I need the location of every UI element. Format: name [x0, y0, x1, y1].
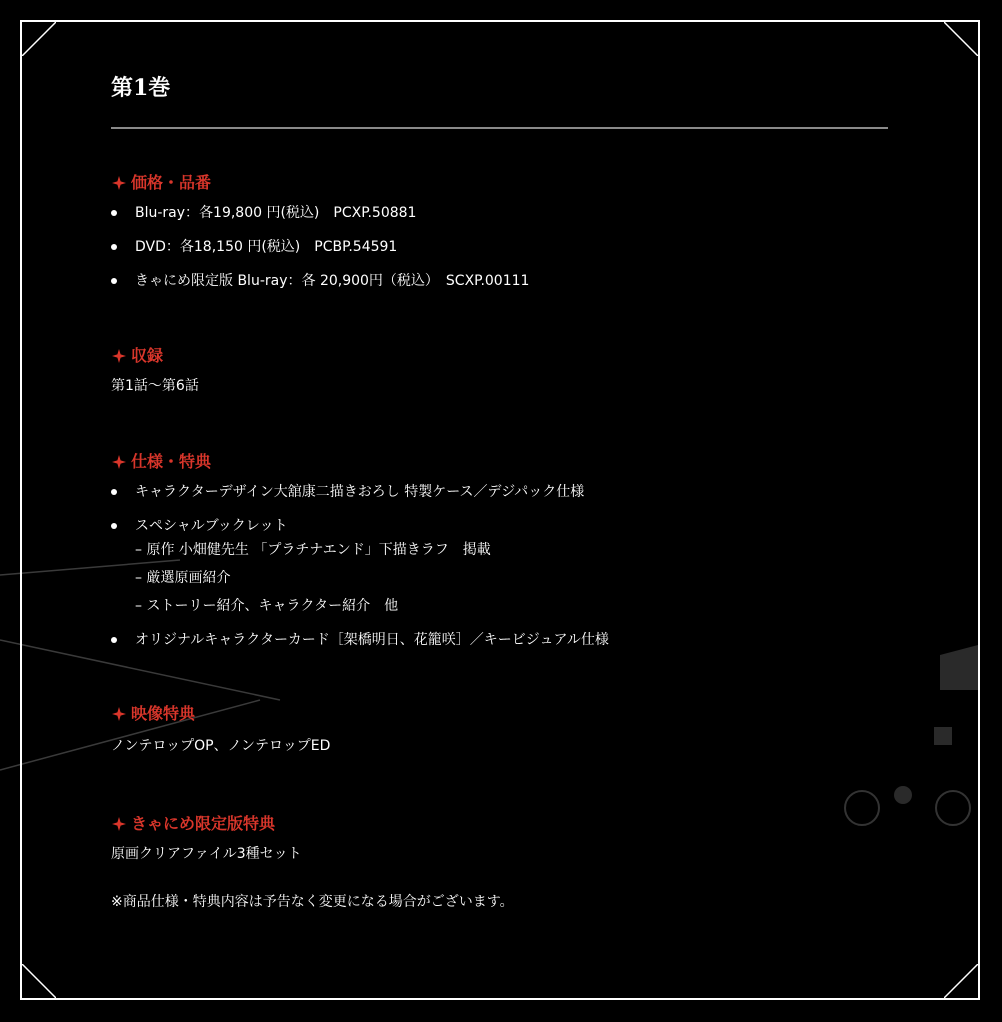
video-bonus-text: ノンテロップOP、ノンテロップED	[111, 738, 331, 754]
section-heading-label: 収録	[131, 346, 164, 365]
bullet-dot-icon	[111, 637, 117, 643]
booklet-subitem: – 原作 小畑健先生 「プラチナエンド」下描きラフ 掲載	[135, 542, 491, 558]
volume-title: 第1巻	[111, 75, 171, 101]
price-item-text: きゃにめ限定版 Blu-ray：各 20,900円（税込） SCXP.00111	[135, 273, 530, 289]
section-heading-video-bonus	[111, 702, 888, 726]
list-item	[111, 630, 888, 650]
contents-text: 第1話〜第6話	[111, 378, 199, 394]
booklet-subitem: – 厳選原画紹介	[135, 570, 231, 586]
four-point-star-icon	[111, 706, 127, 722]
list-item	[111, 482, 888, 502]
section-heading-price	[111, 171, 888, 195]
list-item	[111, 237, 888, 257]
product-details	[111, 70, 888, 912]
bullet-dot-icon	[111, 278, 117, 284]
bullet-dot-icon	[111, 489, 117, 495]
spec-item-text: オリジナルキャラクターカード［架橋明日、花籠咲］／キービジュアル仕様	[135, 632, 609, 648]
list-item	[111, 271, 888, 291]
price-list	[111, 203, 888, 291]
spec-item-text: スペシャルブックレット	[135, 518, 288, 534]
section-heading-label: 映像特典	[131, 704, 196, 723]
bullet-dot-icon	[111, 523, 117, 529]
title-divider	[111, 127, 888, 129]
corner-decoration-top-left	[22, 22, 56, 56]
list-item	[111, 203, 888, 223]
bullet-dot-icon	[111, 210, 117, 216]
section-heading-canime-bonus	[111, 812, 888, 836]
bullet-dot-icon	[111, 244, 117, 250]
price-item-text: Blu-ray：各19,800 円(税込) PCXP.50881	[135, 205, 417, 221]
section-heading-spec	[111, 450, 888, 474]
corner-decoration-bottom-left	[22, 964, 56, 998]
disclaimer-note: ※商品仕様・特典内容は予告なく変更になる場合がございます。	[111, 894, 514, 910]
corner-decoration-bottom-right	[944, 964, 978, 998]
four-point-star-icon	[111, 348, 127, 364]
section-heading-label: 価格・品番	[131, 173, 212, 192]
list-item	[111, 516, 888, 620]
canime-bonus-text: 原画クリアファイル3種セット	[111, 846, 302, 862]
spec-item-text: キャラクターデザイン大舘康二描きおろし 特製ケース／デジパック仕様	[135, 484, 585, 500]
section-heading-label: きゃにめ限定版特典	[131, 814, 276, 833]
spec-list	[111, 482, 888, 650]
four-point-star-icon	[111, 816, 127, 832]
section-heading-label: 仕様・特典	[131, 452, 212, 471]
four-point-star-icon	[111, 175, 127, 191]
booklet-subitem: – ストーリー紹介、キャラクター紹介 他	[135, 598, 399, 614]
four-point-star-icon	[111, 454, 127, 470]
corner-decoration-top-right	[944, 22, 978, 56]
section-heading-contents	[111, 344, 888, 368]
price-item-text: DVD：各18,150 円(税込) PCBP.54591	[135, 239, 398, 255]
